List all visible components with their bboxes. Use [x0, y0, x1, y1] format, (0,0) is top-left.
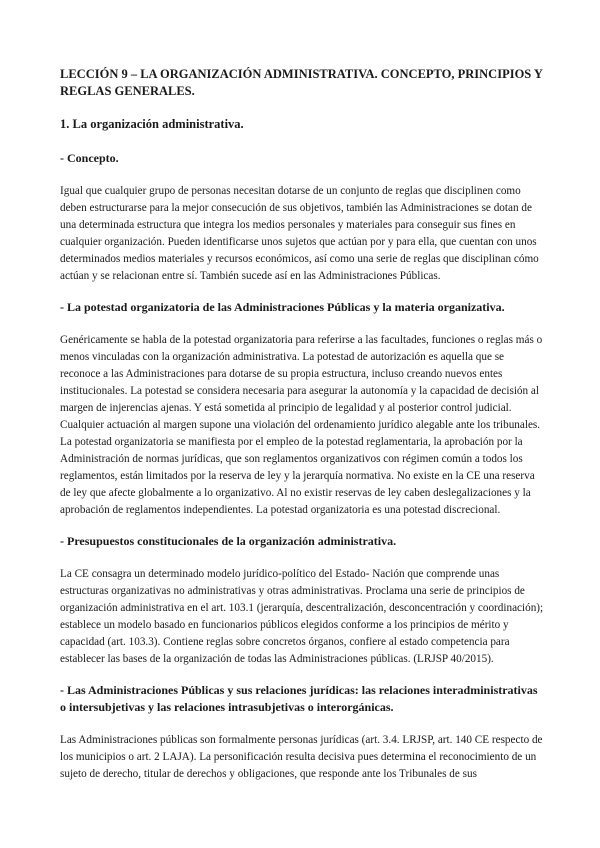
subheading-potestad-organizatoria: - La potestad organizatoria de las Administraciones Públicas y la materia organizativa.: [60, 300, 505, 314]
paragraph-concepto: Igual que cualquier grupo de personas necesitan dotarse de un conjunto de reglas que disciplinen como deben estructurarse para la mejor consecución de sus objetivos, también las Administraciones se dotan de una determinada estructura que integra los medios personales y materiales para conseguir sus fines en cualquier organización. Pueden identificarse unos sujetos que actúan por y para ella, que cuentan con unos determinados medios materiales y recursos económicos, así como una serie de reglas que disciplinan cómo actúan y se relacionan entre sí. También sucede así en las Administraciones Públicas.: [60, 185, 539, 282]
subheading-relaciones-juridicas: - Las Administraciones Públicas y sus relaciones jurídicas: las relaciones interadministrativas o intersubjetivas y las relaciones intrasubjetivas o interorgánicas.: [60, 683, 538, 714]
paragraph-relaciones-juridicas: Las Administraciones públicas son formalmente personas jurídicas (art. 3.4. LRJSP, art. 140 CE respecto de los municipios o art. 2 LAJA). La personificación resulta decisiva pues determina el reconocimiento de un sujeto de derecho, titular de derechos y obligaciones, que responde ante los Tribunales de sus: [60, 734, 543, 780]
paragraph-potestad-organizatoria: Genéricamente se habla de la potestad organizatoria para referirse a las facultades, funciones o reglas más o menos vinculadas con la organización administrativa. La potestad de autorización es aquella que se reconoce a las Administraciones para dotarse de su propia estructura, incluso creando nuevos entes institucionales. La potestad se considera necesaria para asegurar la autonomía y la capacidad de decisión al margen de injerencias ajenas. Y está sometida al principio de legalidad y al posterior control judicial. Cualquier actuación al margen supone una violación del ordenamiento jurídico alegable ante los tribunales. La potestad organizatoria se manifiesta por el empleo de la potestad reglamentaria, la aprobación por la Administración de normas jurídicas, que son reglamentos organizativos con régimen común a todos los reglamentos, están limitados por la reserva de ley y la jerarquía normativa. No existe en la CE una reserva de ley que afecte globalmente a lo organizativo. Al no existir reservas de ley caben deslegalizaciones y la aprobación de reglamentos independientes. La potestad organizatoria es una potestad discrecional.: [60, 334, 543, 516]
subheading-presupuestos-constitucionales: - Presupuestos constitucionales de la organización administrativa.: [60, 534, 397, 548]
paragraph-presupuestos-constitucionales: La CE consagra un determinado modelo jurídico-político del Estado- Nación que comprende unas estructuras organizativas no administrativas y otras administrativas. Proclama una serie de principios de organización administrativa en el art. 103.1 (jerarquía, descentralización, desconcentración y coordinación); establece un modelo basado en funcionarios públicos elegidos conforme a los principios de mérito y capacidad (art. 103.3). Contiene reglas sobre concretos órganos, confiere al estado competencia para establecer las bases de la organización de todas las Administraciones públicas. (LRJSP 40/2015).: [60, 568, 544, 665]
section-heading: 1. La organización administrativa.: [60, 117, 244, 131]
document-title: LECCIÓN 9 – LA ORGANIZACIÓN ADMINISTRATIVA. CONCEPTO, PRINCIPIOS Y REGLAS GENERALES.: [60, 67, 543, 98]
document-page: [60, 66, 546, 797]
subheading-concepto: - Concepto.: [60, 151, 119, 165]
